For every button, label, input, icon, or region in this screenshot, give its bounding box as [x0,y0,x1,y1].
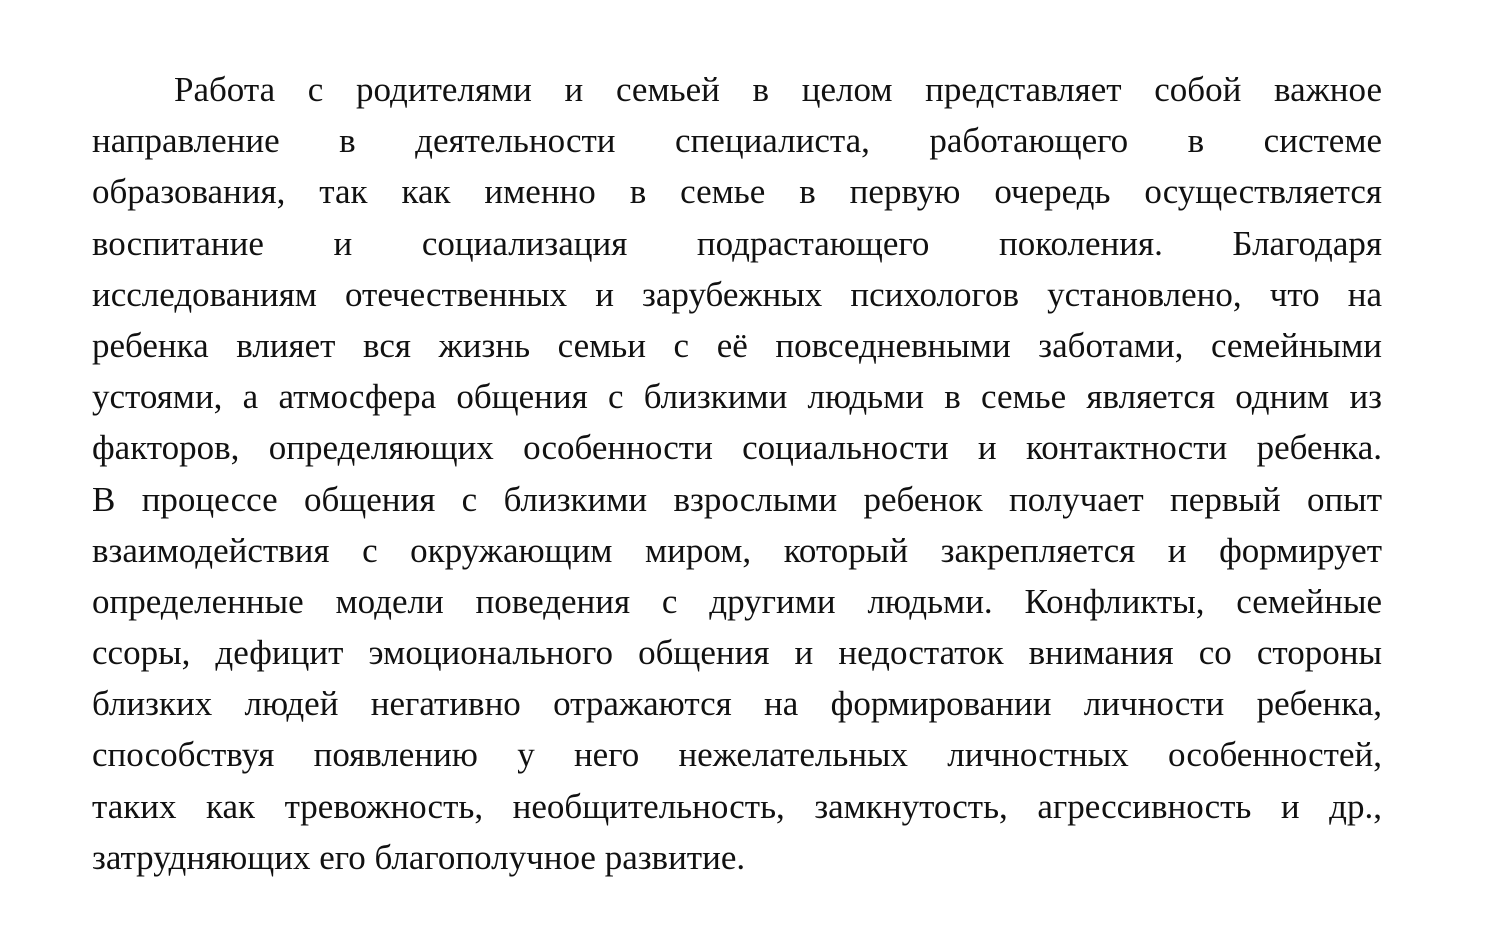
paragraph-line: ссоры, дефицит эмоционального общения и недостаток внимания со стороны [92,633,1382,673]
paragraph-line: взаимодействия с окружающим миром, который закрепляется и формирует [92,530,1382,570]
paragraph [92,64,1382,883]
paragraph-line: воспитание и социализация подрастающего поколения. Благодаря [92,223,1382,263]
paragraph-line: образования, так как именно в семье в первую очередь осуществляется [92,172,1382,212]
paragraph-line: способствуя появлению у него нежелательных личностных особенностей, [92,735,1382,775]
paragraph-line: исследованиям отечественных и зарубежных психологов установлено, что на [92,274,1382,314]
paragraph-line: направление в деятельности специалиста, работающего в системе [92,121,1382,161]
paragraph-line: таких как тревожность, необщительность, замкнутость, агрессивность и др., [92,786,1382,826]
paragraph-line: факторов, определяющих особенности социальности и контактности ребенка. [92,428,1382,468]
paragraph-line: устоями, а атмосфера общения с близкими людьми в семье является одним из [92,377,1382,417]
paragraph-line: определенные модели поведения с другими людьми. Конфликты, семейные [92,581,1382,621]
paragraph-line: Работа с родителями и семьей в целом представляет собой важное [174,70,1382,109]
paragraph-line: В процессе общения с близкими взрослыми ребенок получает первый опыт [92,479,1382,519]
paragraph-line: ребенка влияет вся жизнь семьи с её повседневными заботами, семейными [92,325,1382,365]
paragraph-line: близких людей негативно отражаются на формировании личности ребенка, [92,684,1382,724]
paragraph-line: затрудняющих его благополучное развитие. [92,837,746,877]
